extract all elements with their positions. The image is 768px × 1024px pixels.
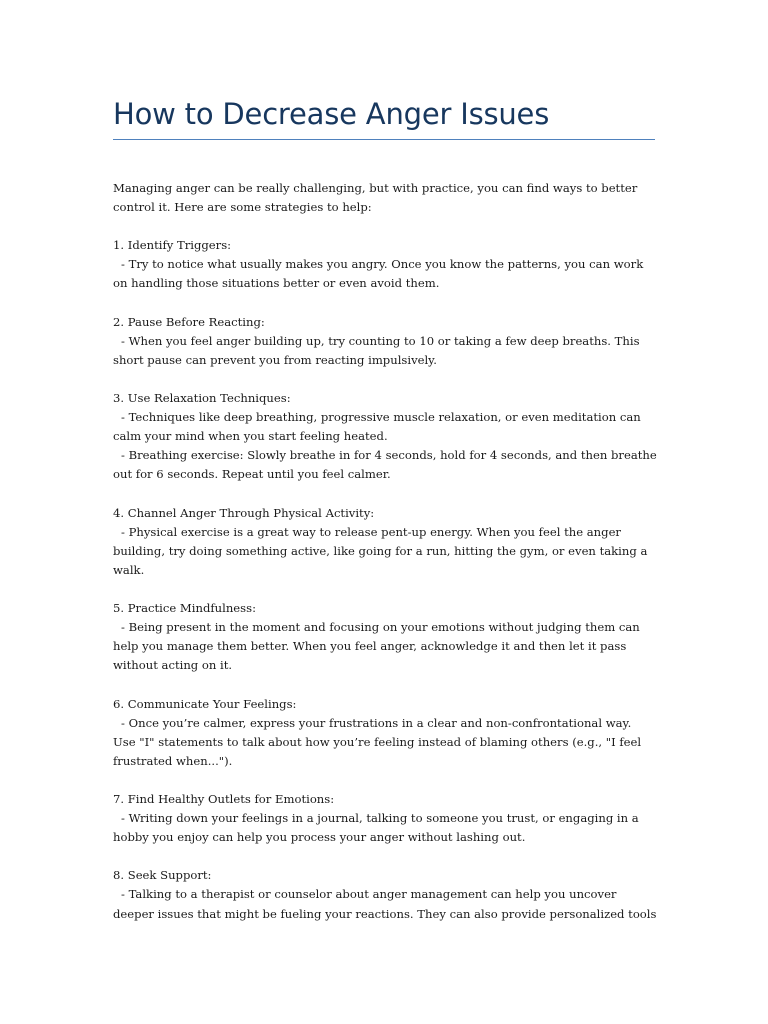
section-line: walk. bbox=[113, 562, 145, 577]
intro-line: Managing anger can be really challenging, but with practice, you can find ways to better bbox=[113, 181, 638, 195]
section-physical-activity bbox=[113, 504, 658, 580]
section-heading: 4. Channel Anger Through Physical Activity: bbox=[113, 505, 375, 520]
section-heading: 5. Practice Mindfulness: bbox=[113, 601, 256, 616]
title-divider bbox=[113, 139, 655, 140]
section-line: help you manage them better. When you feel anger, acknowledge it and then let it pass bbox=[113, 639, 627, 654]
section-line: - When you feel anger building up, try counting to 10 or taking a few deep breaths. This bbox=[121, 333, 640, 348]
section-line: calm your mind when you start feeling heated. bbox=[113, 429, 388, 444]
document-title: How to Decrease Anger Issues bbox=[113, 97, 550, 131]
section-line: hobby you enjoy can help you process your anger without lashing out. bbox=[113, 830, 526, 845]
section-line: out for 6 seconds. Repeat until you feel calmer. bbox=[113, 467, 391, 482]
section-line: - Writing down your feelings in a journal, talking to someone you trust, or engaging in a bbox=[121, 811, 639, 826]
section-line: without acting on it. bbox=[113, 658, 233, 673]
section-heading: 6. Communicate Your Feelings: bbox=[113, 696, 297, 711]
section-identify-triggers bbox=[113, 236, 658, 293]
section-line: - Try to notice what usually makes you angry. Once you know the patterns, you can work bbox=[121, 257, 644, 272]
section-heading: 1. Identify Triggers: bbox=[113, 238, 232, 253]
intro-paragraph bbox=[113, 179, 658, 217]
section-line: frustrated when..."). bbox=[113, 753, 233, 768]
section-heading: 3. Use Relaxation Techniques: bbox=[113, 391, 291, 406]
section-line: deeper issues that might be fueling your reactions. They can also provide personalized tools bbox=[113, 906, 657, 921]
section-heading: 7. Find Healthy Outlets for Emotions: bbox=[113, 792, 335, 806]
section-seek-support bbox=[113, 866, 658, 923]
section-healthy-outlets bbox=[113, 790, 658, 847]
section-line: building, try doing something active, like going for a run, hitting the gym, or even taking a bbox=[113, 543, 648, 558]
section-line: - Being present in the moment and focusing on your emotions without judging them can bbox=[121, 620, 640, 635]
section-communicate-feelings bbox=[113, 695, 658, 771]
section-line: short pause can prevent you from reacting impulsively. bbox=[113, 352, 437, 367]
section-heading: 2. Pause Before Reacting: bbox=[113, 314, 265, 329]
section-pause-before-reacting bbox=[113, 313, 658, 370]
section-heading: 8. Seek Support: bbox=[113, 868, 212, 883]
section-line: on handling those situations better or even avoid them. bbox=[113, 276, 440, 291]
section-line: Use "I" statements to talk about how you’re feeling instead of blaming others (e.g., "I feel bbox=[113, 734, 642, 749]
section-line: - Physical exercise is a great way to release pent-up energy. When you feel the anger bbox=[121, 524, 621, 539]
section-line: - Breathing exercise: Slowly breathe in for 4 seconds, hold for 4 seconds, and then breathe bbox=[121, 448, 657, 463]
intro-line: control it. Here are some strategies to help: bbox=[113, 200, 372, 215]
section-line: - Once you’re calmer, express your frustrations in a clear and non-confrontational way. bbox=[121, 715, 632, 730]
section-mindfulness bbox=[113, 599, 658, 675]
section-relaxation-techniques bbox=[113, 389, 658, 484]
document-body bbox=[113, 179, 658, 943]
section-line: - Techniques like deep breathing, progressive muscle relaxation, or even meditation can bbox=[121, 410, 641, 425]
section-line: - Talking to a therapist or counselor about anger management can help you uncover bbox=[121, 887, 617, 902]
